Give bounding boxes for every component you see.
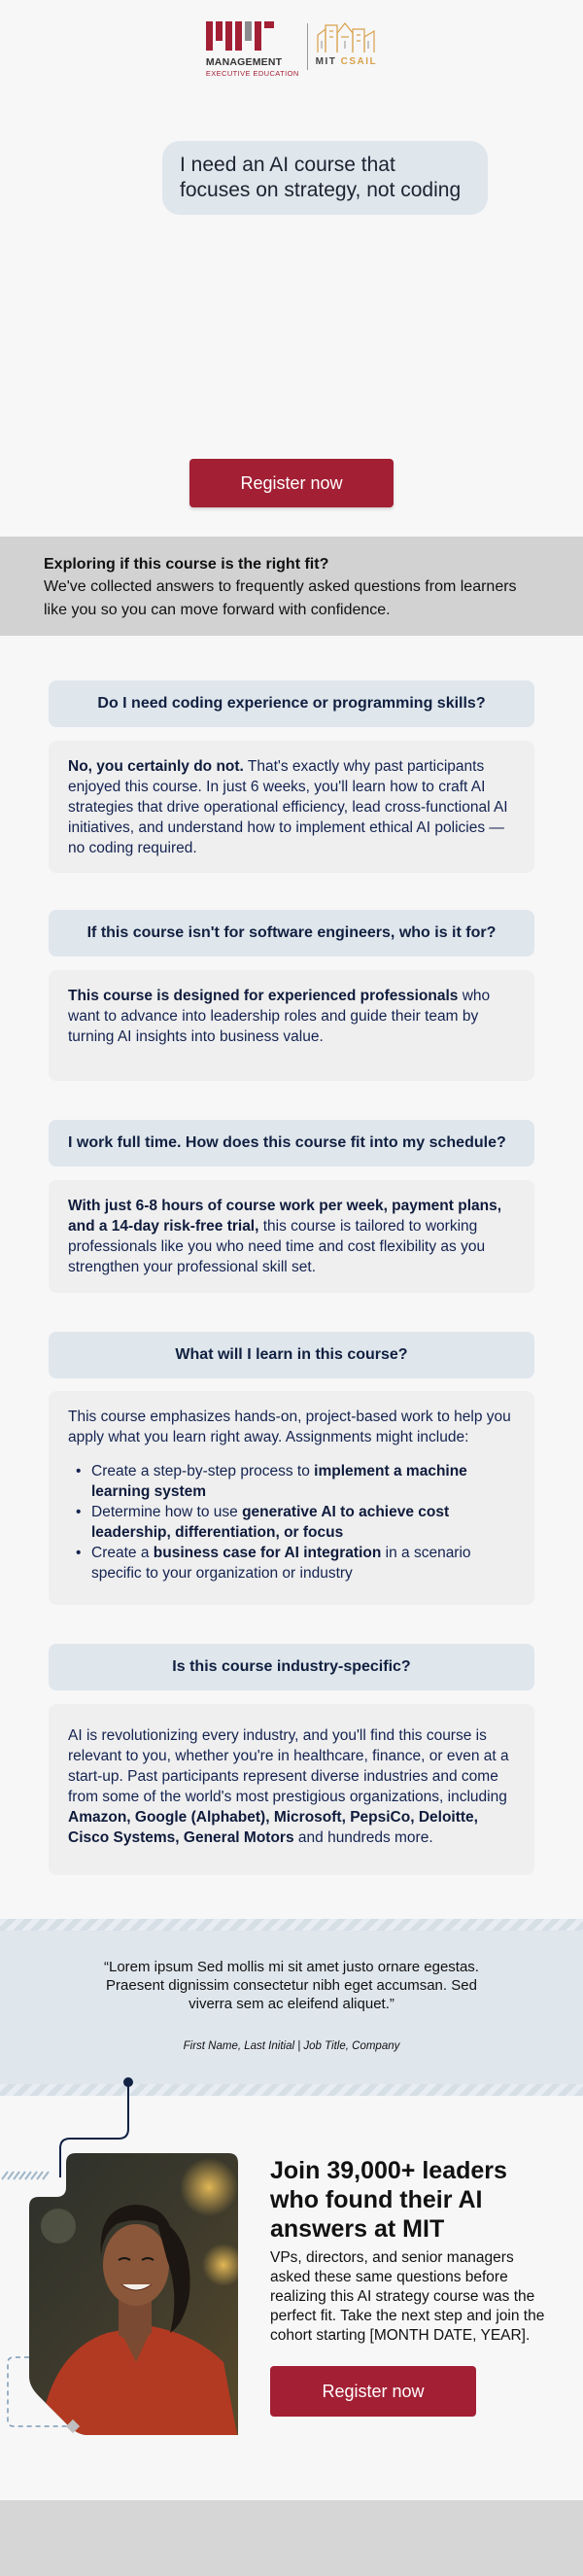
csail-wordmark (316, 56, 378, 67)
list-item-text: Determine how to use (91, 1504, 243, 1520)
footer-band (0, 2500, 583, 2576)
faq-question-audience[interactable]: If this course isn't for software engineers, who is it for? (49, 910, 534, 957)
faq-answer-text: That's exactly why past participants enjoyed this course. In just 6 weeks, you'll learn how to craft AI strategies that drive operational efficiency, lead cross-functional AI initiatives, and understand how to implement ethical AI policies — no coding required. (68, 758, 508, 856)
woman-portrait (0, 2148, 253, 2440)
faq-answer-schedule (49, 1180, 534, 1293)
join-body-text: VPs, directors, and senior managers asked these same questions before realizing this AI strategy course was the perfect fit. Take the next step and join the cohort starting [MONTH DATE, YEAR]. (270, 2249, 545, 2344)
join-register-button[interactable]: Register now (270, 2366, 476, 2417)
list-item (68, 1461, 515, 1502)
faq-answer-text: this course is tailored to working professionals like you who need time and cost flexibility as you strengthen your professional skill set. (68, 1218, 486, 1275)
list-item (68, 1502, 515, 1543)
register-now-button[interactable]: Register now (189, 459, 394, 507)
faq-question-learn[interactable]: What will I learn in this course? (49, 1332, 534, 1378)
list-item-text: Create a step-by-step process to (91, 1463, 315, 1479)
faq-answer-text: AI is revolutionizing every industry, and you'll find this course is relevant to you, whether you're in healthcare, finance, or even at a start-up. Past participants represent diverse industries and come from some of the world's most prestigious organizations, including (68, 1727, 509, 1805)
faq-answer-bold: No, you certainly do not. (68, 758, 244, 775)
testimonial-stripe-top (0, 1919, 583, 1931)
faq-answer-bold: This course is designed for experienced professionals (68, 988, 459, 1004)
faq-answer-coding (49, 741, 534, 873)
faq-answer-bold: Amazon, Google (Alphabet), Microsoft, PepsiCo, Deloitte, Cisco Systems, General Motors (68, 1809, 478, 1846)
csail-mit-text: MIT (315, 56, 337, 67)
testimonial-citation: First Name, Last Initial | Job Title, Company (183, 2040, 400, 2052)
faq-question-schedule[interactable]: I work full time. How does this course fit into my schedule? (49, 1120, 534, 1166)
faq-answer-audience (49, 970, 534, 1081)
assignment-list (68, 1461, 515, 1584)
faq-question-industry[interactable]: Is this course industry-specific? (49, 1644, 534, 1690)
intro-text: We've collected answers to frequently asked questions from learners like you so you can move forward with confidence. (44, 578, 517, 618)
faq-question-coding[interactable]: Do I need coding experience or programming skills? (49, 680, 534, 727)
decorative-stripes (2, 2172, 49, 2179)
faq-answer-industry (49, 1704, 534, 1875)
testimonial-block (0, 1931, 583, 2084)
faq-answer-intro: This course emphasizes hands-on, project-based work to help you apply what you learn right away. Assignments might include: (68, 1409, 511, 1445)
list-item-text: in a scenario specific to your organization or industry (91, 1545, 471, 1582)
intro-heading: Exploring if this course is the right fit? (44, 556, 329, 573)
csail-name-text: CSAIL (340, 56, 378, 67)
mit-management-logo (206, 21, 299, 78)
logo-management-text: MANAGEMENT (205, 56, 283, 68)
join-title: Join 39,000+ leaders who found their AI answers at MIT (270, 2157, 507, 2243)
mit-logo-letters (206, 21, 274, 53)
join-photo-graphic (0, 2071, 253, 2479)
list-item-text: Create a (91, 1545, 154, 1561)
logo-divider (307, 23, 308, 70)
chat-bubble: I need an AI course that focuses on strategy, not coding (162, 141, 488, 215)
join-photo-area (0, 2071, 253, 2479)
faq-answer-text: who want to advance into leadership roles and guide their team by turning AI insights into business value. (68, 988, 491, 1045)
testimonial-quote: “Lorem ipsum Sed mollis mi sit amet justo ornare egestas. Praesent dignissim consectetur nibh eget accumsan. Sed viverra sem ac eleifend aliquet.” (104, 1959, 479, 2012)
faq-answer-text: and hundreds more. (293, 1829, 433, 1846)
list-item (68, 1543, 515, 1584)
faq-answer-bold: With just 6-8 hours of course work per week, payment plans, and a 14-day risk-free trial, (68, 1198, 502, 1235)
header-logos (0, 21, 583, 78)
mit-csail-logo (316, 21, 378, 67)
list-item-bold: implement a machine learning system (91, 1463, 467, 1500)
list-item-bold: generative AI to achieve cost leadership, differentiation, or focus (91, 1504, 450, 1541)
csail-building-icon (316, 21, 376, 54)
mit-bars-icon (206, 21, 274, 51)
intro-band (0, 537, 583, 636)
list-item-bold: business case for AI integration (153, 1545, 382, 1561)
faq-answer-learn (49, 1391, 534, 1605)
logo-exec-text: EXECUTIVE EDUCATION (205, 69, 299, 78)
